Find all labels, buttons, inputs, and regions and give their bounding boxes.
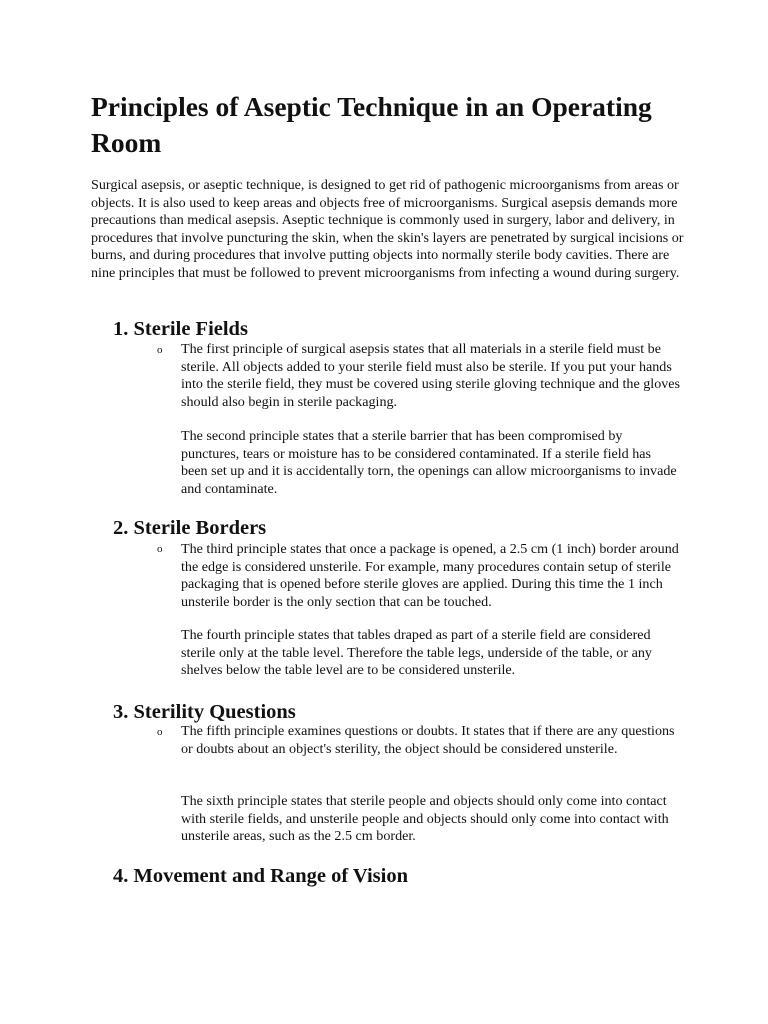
intro-paragraph: Surgical asepsis, or aseptic technique, is designed to get rid of pathogenic microorganisms from areas or objects. It is also used to keep areas and objects free of microorganisms. Surgical asepsis demands more precautions than medical asepsis. Aseptic technique is commonly used in surgery, labor and delivery, in procedures that involve puncturing the skin, when the skin's layers are penetrated by surgical incisions or burns, and during procedures that involve putting objects into normally sterile body cavities. There are nine principles that must be followed to prevent microorganisms from infecting a wound during surgery. [91,177,684,281]
bullet-marker: o [157,726,163,738]
section-heading-sterile-borders: 2. Sterile Borders [113,517,267,539]
bullet-marker: o [157,344,163,356]
page-title: Principles of Aseptic Technique in an Operating Room [91,91,652,158]
section-heading-movement-range-of-vision: 4. Movement and Range of Vision [113,865,408,887]
paragraph-principle-1: The first principle of surgical asepsis states that all materials in a sterile field must be sterile. All objects added to your sterile field must also be sterile. If you put your hands into the sterile field, they must be covered using sterile gloving technique and the gloves should also begin in sterile packaging. [181,341,681,410]
paragraph-principle-4: The fourth principle states that tables draped as part of a sterile field are considered sterile only at the table level. Therefore the table legs, underside of the table, or any shelves below the table level are to be considered unsterile. [181,627,652,678]
section-heading-sterile-fields: 1. Sterile Fields [113,318,248,340]
paragraph-principle-5: The fifth principle examines questions or doubts. It states that if there are any questions or doubts about an object's sterility, the object should be considered unsterile. [181,723,675,757]
paragraph-principle-6: The sixth principle states that sterile people and objects should only come into contact with sterile fields, and unsterile people and objects should only come into contact with unsterile areas, such as the 2.5 cm border. [181,793,669,844]
section-heading-sterility-questions: 3. Sterility Questions [113,701,296,723]
bullet-marker: o [157,543,163,555]
paragraph-principle-3: The third principle states that once a package is opened, a 2.5 cm (1 inch) border around the edge is considered unsterile. For example, many procedures contain setup of sterile packaging that is opened before sterile gloves are applied. During this time the 1 inch unsterile border is the only section that can be touched. [181,541,679,610]
paragraph-principle-2: The second principle states that a sterile barrier that has been compromised by punctures, tears or moisture has to be considered contaminated. If a sterile field has been set up and it is accidentally torn, the openings can allow microorganisms to invade and contaminate. [181,428,677,497]
